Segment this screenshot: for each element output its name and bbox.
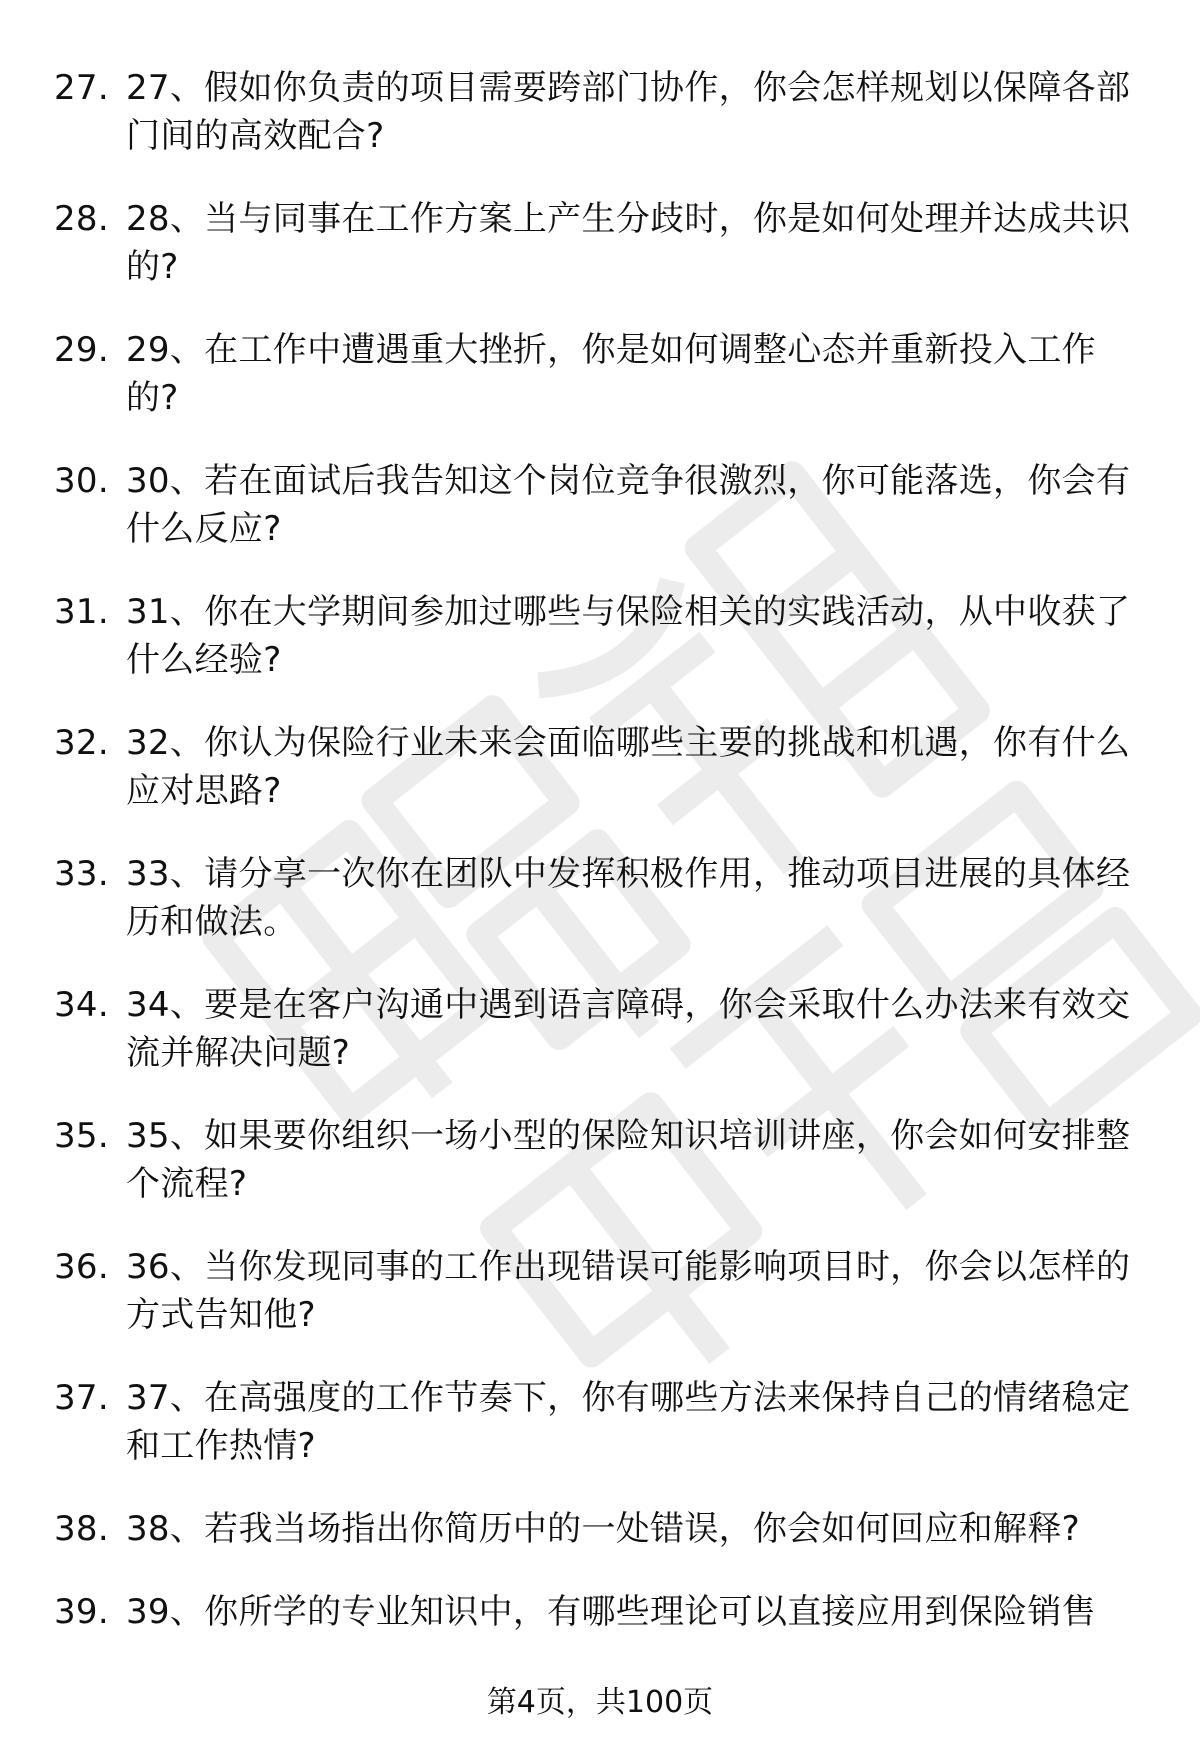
question-number: 37. <box>54 1378 109 1418</box>
question-text: 28、当与同事在工作方案上产生分歧时，你是如何处理并达成共识的? <box>126 199 1131 287</box>
question-number: 33. <box>54 854 109 894</box>
list-item <box>0 588 1200 684</box>
page-footer <box>0 1683 1200 1723</box>
question-text: 31、你在大学期间参加过哪些与保险相关的实践活动，从中收获了什么经验? <box>126 592 1131 680</box>
list-item <box>0 850 1200 946</box>
question-text: 33、请分享一次你在团队中发挥积极作用，推动项目进展的具体经历和做法。 <box>126 854 1131 942</box>
list-item <box>0 981 1200 1077</box>
question-number: 29. <box>54 330 109 370</box>
question-number: 32. <box>54 723 109 763</box>
list-item <box>0 1588 1200 1636</box>
question-number: 39. <box>54 1592 109 1632</box>
question-text: 30、若在面试后我告知这个岗位竞争很激烈，你可能落选，你会有什么反应? <box>126 461 1131 549</box>
question-number: 35. <box>54 1116 109 1156</box>
question-text: 34、要是在客户沟通中遇到语言障碍，你会采取什么办法来有效交流并解决问题? <box>126 985 1131 1073</box>
question-number: 27. <box>54 68 109 108</box>
list-item <box>0 195 1200 291</box>
list-item <box>0 719 1200 815</box>
page-number-label: 第4页，共100页 <box>486 1685 714 1720</box>
question-text: 27、假如你负责的项目需要跨部门协作，你会怎样规划以保障各部门间的高效配合? <box>126 68 1131 156</box>
list-item <box>0 457 1200 553</box>
question-text: 37、在高强度的工作节奏下，你有哪些方法来保持自己的情绪稳定和工作热情? <box>126 1378 1131 1466</box>
question-number: 34. <box>54 985 109 1025</box>
question-text: 35、如果要你组织一场小型的保险知识培训讲座，你会如何安排整个流程? <box>126 1116 1131 1204</box>
list-item <box>0 1112 1200 1208</box>
list-item <box>0 1374 1200 1470</box>
list-item <box>0 326 1200 422</box>
question-text: 38、若我当场指出你简历中的一处错误，你会如何回应和解释? <box>126 1509 1081 1549</box>
question-list <box>0 64 1200 1671</box>
list-item <box>0 64 1200 160</box>
question-number: 28. <box>54 199 109 239</box>
question-number: 36. <box>54 1247 109 1287</box>
question-text: 39、你所学的专业知识中，有哪些理论可以直接应用到保险销售 <box>126 1592 1096 1632</box>
question-text: 29、在工作中遭遇重大挫折，你是如何调整心态并重新投入工作的? <box>126 330 1096 418</box>
question-text: 32、你认为保险行业未来会面临哪些主要的挑战和机遇，你有什么应对思路? <box>126 723 1131 811</box>
question-number: 38. <box>54 1509 109 1549</box>
question-text: 36、当你发现同事的工作出现错误可能影响项目时，你会以怎样的方式告知他? <box>126 1247 1131 1335</box>
list-item <box>0 1243 1200 1339</box>
list-item <box>0 1505 1200 1553</box>
question-number: 30. <box>54 461 109 501</box>
question-number: 31. <box>54 592 109 632</box>
